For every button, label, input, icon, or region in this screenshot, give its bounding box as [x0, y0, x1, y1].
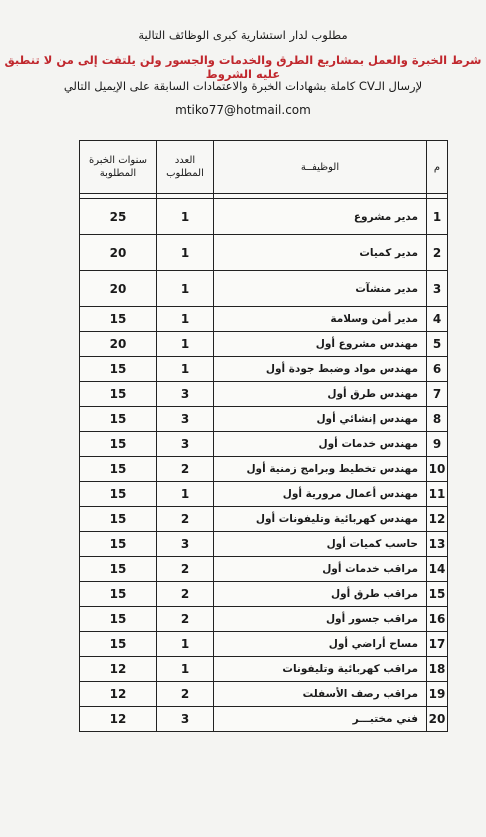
table-header-row	[80, 141, 448, 194]
required-years: 20	[80, 332, 157, 357]
required-years: 20	[80, 235, 157, 271]
required-count: 2	[157, 682, 214, 707]
required-count: 1	[157, 632, 214, 657]
required-years: 15	[80, 307, 157, 332]
jobs-table-body	[80, 194, 448, 732]
required-years: 15	[80, 457, 157, 482]
row-number: 18	[427, 657, 448, 682]
required-years: 15	[80, 482, 157, 507]
required-count: 2	[157, 457, 214, 482]
row-number: 13	[427, 532, 448, 557]
row-number: 15	[427, 582, 448, 607]
row-number: 14	[427, 557, 448, 582]
required-years: 15	[80, 507, 157, 532]
table-row	[80, 632, 448, 657]
contact-email: mtiko77@hotmail.com	[175, 103, 311, 117]
required-years: 15	[80, 532, 157, 557]
required-count: 3	[157, 432, 214, 457]
table-row	[80, 457, 448, 482]
table-row	[80, 382, 448, 407]
row-number: 2	[427, 235, 448, 271]
table-row	[80, 307, 448, 332]
table-row	[80, 607, 448, 632]
row-number: 7	[427, 382, 448, 407]
required-count: 1	[157, 332, 214, 357]
required-years: 12	[80, 707, 157, 732]
required-count: 2	[157, 582, 214, 607]
required-count: 1	[157, 307, 214, 332]
row-number: 16	[427, 607, 448, 632]
jobs-table	[79, 140, 448, 732]
job-title: مهندس إنشائي أول	[214, 407, 427, 432]
required-years: 15	[80, 357, 157, 382]
required-years: 25	[80, 199, 157, 235]
row-number: 9	[427, 432, 448, 457]
job-title: مهندس مواد وضبط جودة أول	[214, 357, 427, 382]
required-years: 20	[80, 271, 157, 307]
announcement-title: مطلوب لدار استشارية كبرى الوظائف التالية	[138, 28, 348, 42]
required-count: 1	[157, 657, 214, 682]
table-row	[80, 235, 448, 271]
job-title: مدير كميات	[214, 235, 427, 271]
required-count: 2	[157, 557, 214, 582]
job-title: مهندس كهربائية وتليفونات أول	[214, 507, 427, 532]
required-years: 15	[80, 607, 157, 632]
job-title: مساح أراضي أول	[214, 632, 427, 657]
header-count: العدد المطلوب	[157, 141, 214, 194]
required-count: 1	[157, 235, 214, 271]
required-count: 2	[157, 507, 214, 532]
table-row	[80, 432, 448, 457]
header-years: سنوات الخبرة المطلوبة	[80, 141, 157, 194]
required-count: 3	[157, 382, 214, 407]
required-count: 1	[157, 199, 214, 235]
required-count: 1	[157, 482, 214, 507]
row-number: 5	[427, 332, 448, 357]
job-title: مراقب طرق أول	[214, 582, 427, 607]
table-row	[80, 707, 448, 732]
required-count: 3	[157, 532, 214, 557]
header-num: م	[427, 141, 448, 194]
table-row	[80, 532, 448, 557]
job-title: مهندس تخطيط وبرامج زمنية أول	[214, 457, 427, 482]
application-instructions: لإرسال الـCV كاملة بشهادات الخبرة والاعتمادات السابقة على الإيميل التالي	[63, 79, 423, 93]
job-title: مراقب رصف الأسفلت	[214, 682, 427, 707]
row-number: 20	[427, 707, 448, 732]
job-title: مهندس أعمال مرورية أول	[214, 482, 427, 507]
table-row	[80, 407, 448, 432]
job-title: حاسب كميات أول	[214, 532, 427, 557]
row-number: 11	[427, 482, 448, 507]
row-number: 4	[427, 307, 448, 332]
job-title: مدير منشآت	[214, 271, 427, 307]
table-row	[80, 507, 448, 532]
job-title: مدير مشروع	[214, 199, 427, 235]
row-number: 8	[427, 407, 448, 432]
required-years: 15	[80, 582, 157, 607]
row-number: 19	[427, 682, 448, 707]
table-row	[80, 357, 448, 382]
required-years: 12	[80, 657, 157, 682]
table-row	[80, 199, 448, 235]
required-years: 15	[80, 382, 157, 407]
table-row	[80, 482, 448, 507]
required-years: 15	[80, 557, 157, 582]
table-row	[80, 271, 448, 307]
table-row	[80, 557, 448, 582]
required-count: 1	[157, 357, 214, 382]
job-title: مراقب جسور أول	[214, 607, 427, 632]
table-row	[80, 582, 448, 607]
job-title: مهندس طرق أول	[214, 382, 427, 407]
row-number: 3	[427, 271, 448, 307]
row-number: 17	[427, 632, 448, 657]
row-number: 1	[427, 199, 448, 235]
required-count: 2	[157, 607, 214, 632]
row-number: 6	[427, 357, 448, 382]
required-count: 3	[157, 707, 214, 732]
header-title: الوظيفــة	[214, 141, 427, 194]
required-count: 3	[157, 407, 214, 432]
required-years: 15	[80, 432, 157, 457]
required-years: 15	[80, 632, 157, 657]
job-title: مدير أمن وسلامة	[214, 307, 427, 332]
job-title: مهندس مشروع أول	[214, 332, 427, 357]
required-years: 15	[80, 407, 157, 432]
table-row	[80, 657, 448, 682]
table-row	[80, 682, 448, 707]
requirements-line: شرط الخبرة والعمل بمشاريع الطرق والخدمات والجسور ولن يلتفت إلى من لا تنطبق عليه الشروط	[4, 53, 482, 81]
job-title: مهندس خدمات أول	[214, 432, 427, 457]
row-number: 12	[427, 507, 448, 532]
job-title: مراقب خدمات أول	[214, 557, 427, 582]
required-count: 1	[157, 271, 214, 307]
job-title: فني مختبـــر	[214, 707, 427, 732]
required-years: 12	[80, 682, 157, 707]
row-number: 10	[427, 457, 448, 482]
table-row	[80, 332, 448, 357]
job-title: مراقب كهربائية وتليفونات	[214, 657, 427, 682]
